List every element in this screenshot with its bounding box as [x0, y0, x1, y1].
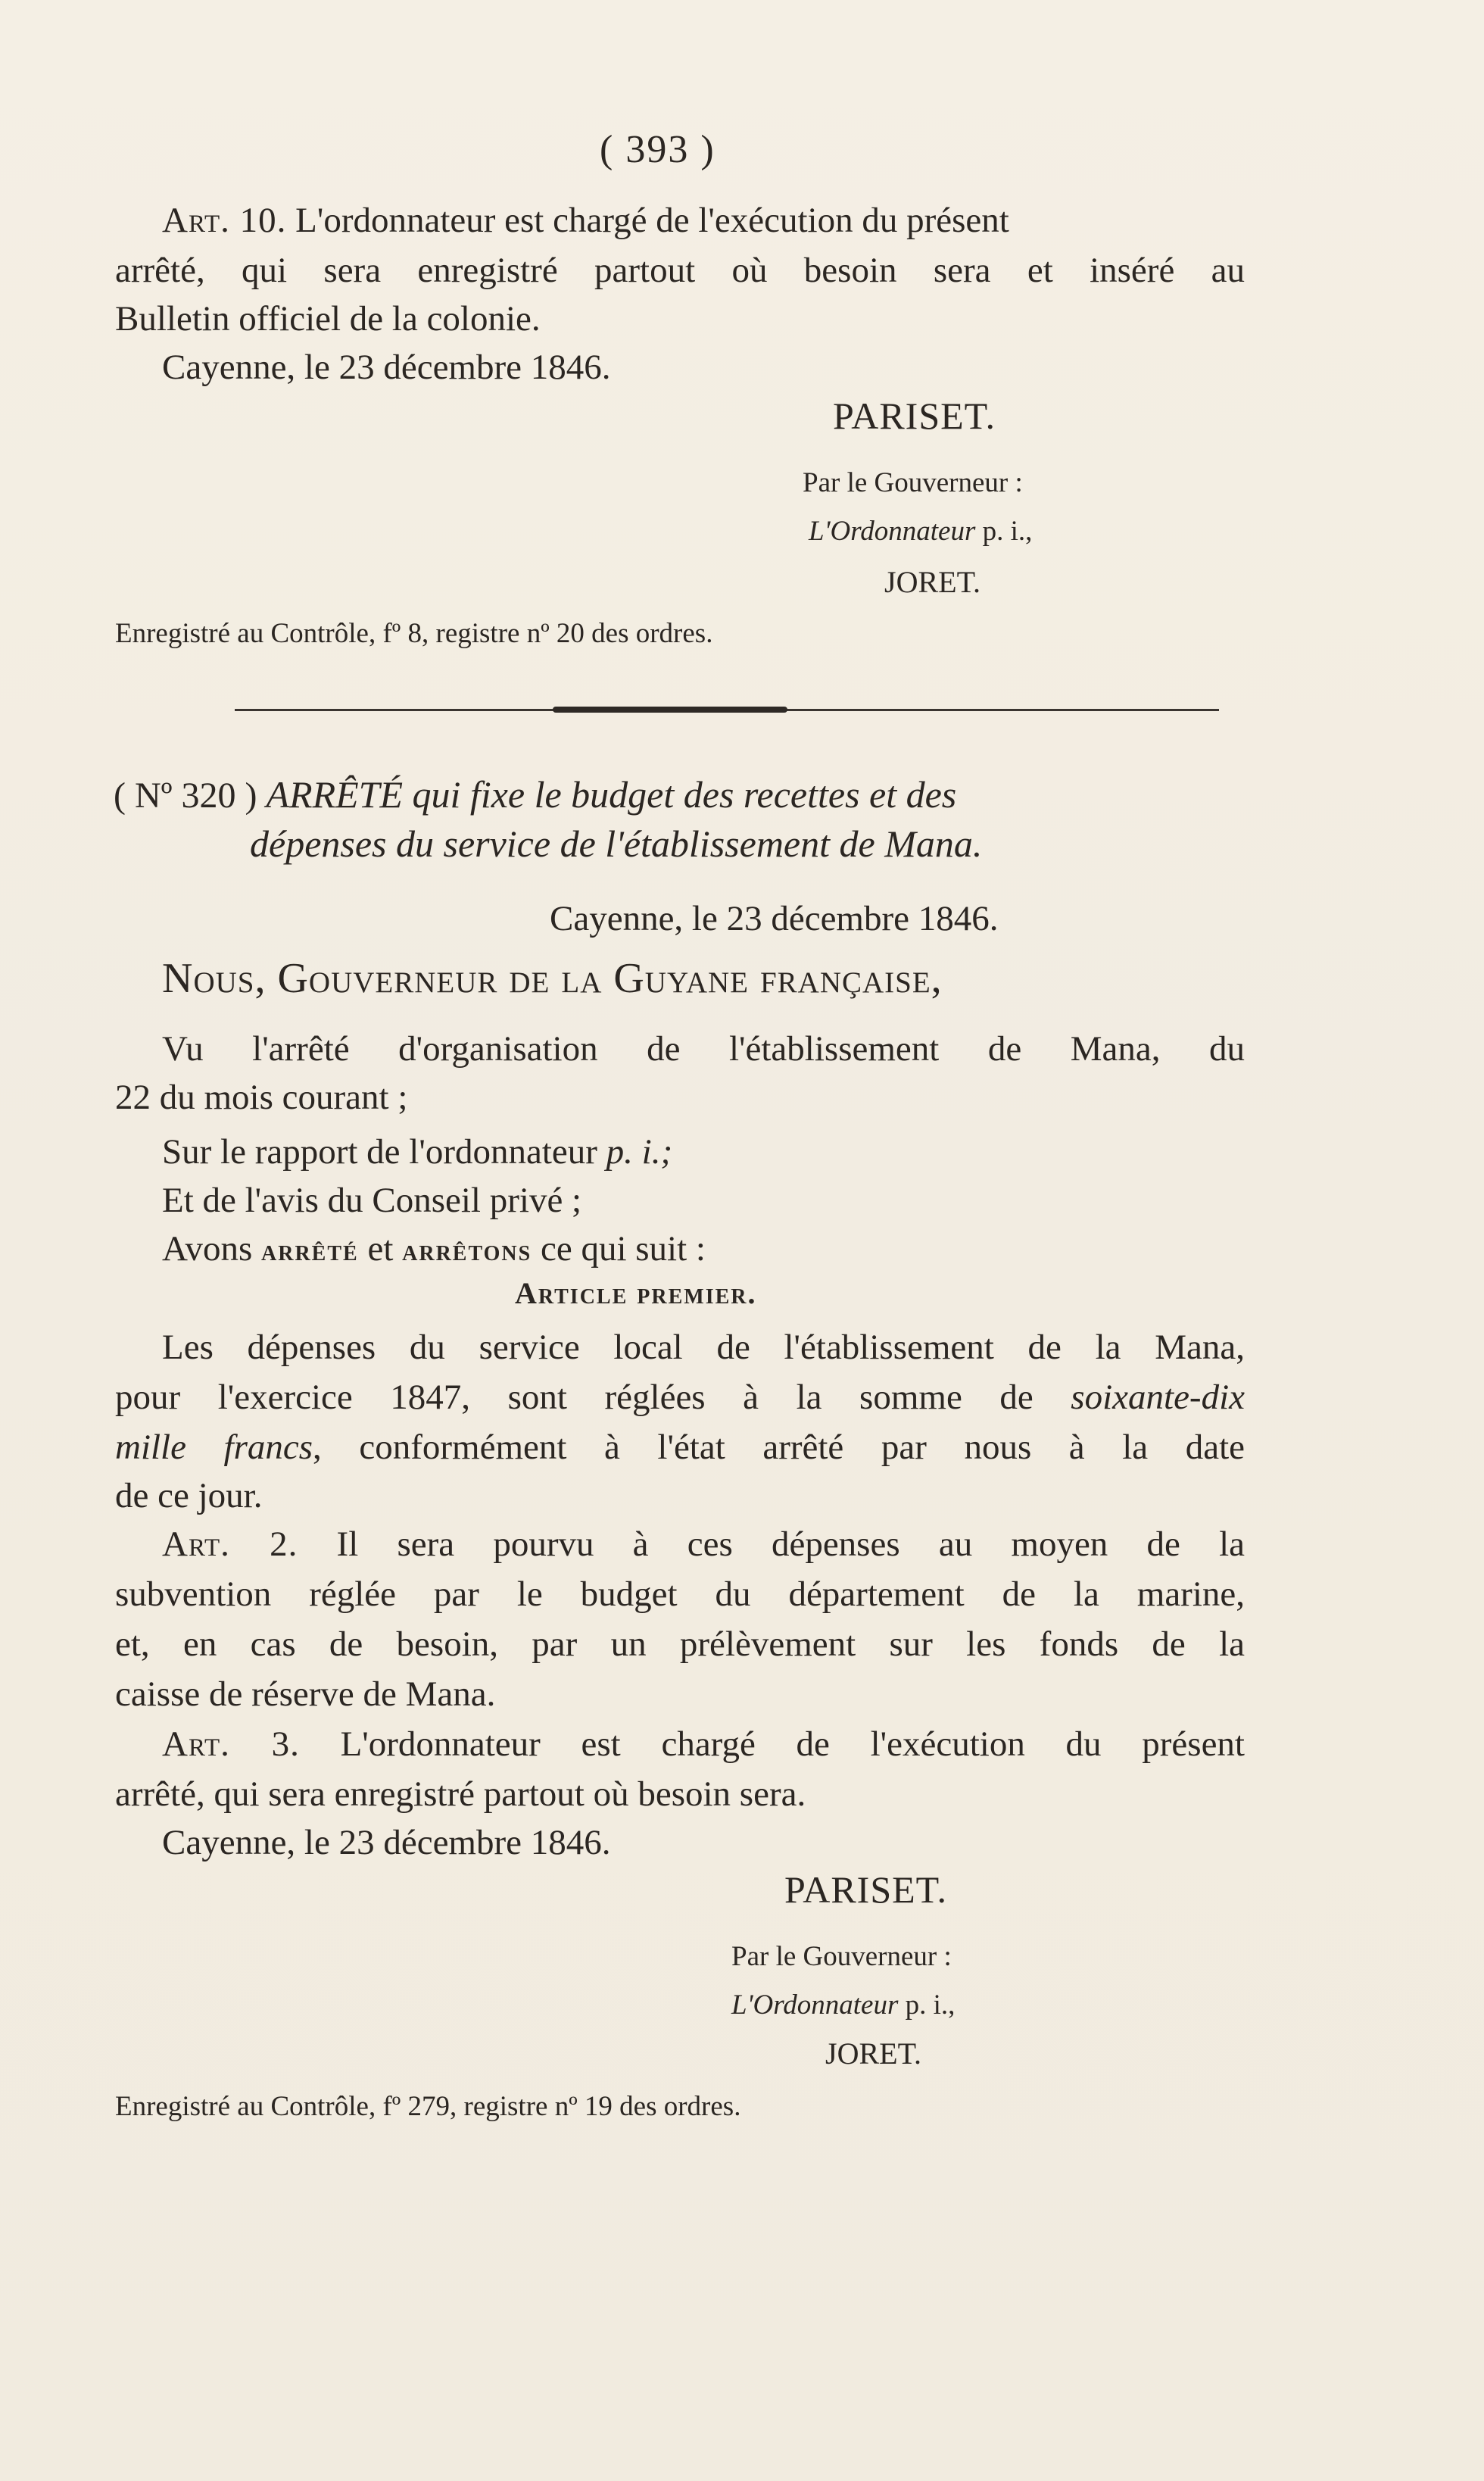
art1-line-1: Les dépenses du service local de l'établissement de la Mana,: [162, 1328, 1245, 1367]
art2-label: Art. 2.: [162, 1524, 298, 1564]
decree-avons-prefix: Avons: [162, 1229, 261, 1269]
decree-vu-line-1: Vu l'arrêté d'organisation de l'établissement de Mana, du: [162, 1029, 1245, 1069]
decree-number: ( Nº 320 ): [114, 776, 257, 816]
decree-et-line: Et de l'avis du Conseil privé ;: [162, 1181, 582, 1220]
top-registration: Enregistré au Contrôle, fº 8, registre nº 20 des ordres.: [115, 618, 713, 649]
top-article-line-1: [162, 195, 1245, 245]
decree-signature-by: Par le Gouverneur :: [731, 1941, 952, 1972]
decree-avons-arrete: arrêté: [261, 1233, 359, 1267]
top-article-line-3: Bulletin officiel de la colonie.: [115, 299, 541, 339]
decree-nous-text: Nous, Gouverneur de la Guyane française,: [162, 955, 943, 1002]
top-signature-name: PARISET.: [833, 395, 996, 437]
decree-sur-italic: p. i.;: [606, 1132, 673, 1172]
top-signature-role: [809, 515, 1032, 548]
decree-avons-et: et: [358, 1229, 403, 1269]
art3-line-2: arrêté, qui sera enregistré partout où besoin sera.: [115, 1774, 806, 1814]
top-article-line-1-text: L'ordonnateur est chargé de l'exécution du présent: [295, 201, 1009, 240]
top-signature-countersign: JORET.: [884, 565, 981, 599]
decree-title-line-1: [114, 772, 956, 816]
decree-registration: Enregistré au Contrôle, fº 279, registre nº 19 des ordres.: [115, 2091, 741, 2122]
decree-signature-countersign: JORET.: [825, 2036, 922, 2071]
decree-title-line-2: dépenses du service de l'établissement de Mana.: [250, 822, 983, 865]
decree-nous: [162, 954, 943, 1003]
decree-avons-arretons: arrêtons: [402, 1233, 532, 1267]
page-number: ( 393 ): [600, 128, 716, 171]
art2-line-3: et, en cas de besoin, par un prélèvement sur les fonds de la: [115, 1624, 1245, 1664]
art3-label: Art. 3.: [162, 1724, 300, 1764]
top-signature-role-italic: L'Ordonnateur: [809, 516, 976, 547]
decree-sur-line: [162, 1127, 672, 1177]
top-article-line-2: arrêté, qui sera enregistré partout où besoin sera et inséré au: [115, 251, 1245, 290]
decree-title-1: ARRÊTÉ qui fixe le budget des recettes et des: [266, 773, 957, 816]
decree-date-line: Cayenne, le 23 décembre 1846.: [550, 899, 999, 938]
art2-line-2: subvention réglée par le budget du département de la marine,: [115, 1574, 1245, 1614]
decree-sur-prefix: Sur le rapport de l'ordonnateur: [162, 1132, 606, 1172]
decree-vu-line-2: 22 du mois courant ;: [115, 1078, 408, 1117]
decree-signature-role: [731, 1989, 955, 2021]
art1-line-3-italic: mille francs: [115, 1428, 313, 1467]
art1-line-2-prefix: pour l'exercice 1847, sont réglées à la somme de: [115, 1378, 1071, 1417]
decree-signature-role-italic: L'Ordonnateur: [731, 1989, 899, 2021]
art1-line-2: [115, 1372, 1245, 1422]
decree-avons-line: [162, 1224, 706, 1275]
art3-date: Cayenne, le 23 décembre 1846.: [162, 1823, 611, 1862]
art2-line-4: caisse de réserve de Mana.: [115, 1674, 496, 1714]
art1-line-3: [115, 1422, 1245, 1472]
top-signature-by: Par le Gouverneur :: [803, 467, 1023, 498]
decree-signature-role-suffix: p. i.,: [898, 1989, 956, 2021]
decree-avons-suffix: ce qui suit :: [532, 1229, 706, 1269]
top-article-date: Cayenne, le 23 décembre 1846.: [162, 348, 611, 387]
section-divider-ornament: [553, 707, 787, 713]
top-signature-role-suffix: p. i.,: [975, 516, 1033, 547]
decree-signature-name: PARISET.: [784, 1868, 948, 1911]
art2-line-1-text: Il sera pourvu à ces dépenses au moyen de la: [336, 1524, 1245, 1564]
top-article-label: Art. 10.: [162, 201, 287, 240]
article-premier-heading: Article premier.: [515, 1276, 757, 1310]
art3-line-1-text: L'ordonnateur est chargé de l'exécution du présent: [340, 1724, 1245, 1764]
art3-line-1: [162, 1719, 1245, 1769]
art1-line-2-italic: soixante-dix: [1071, 1378, 1245, 1417]
art1-line-3-suffix: , conformément à l'état arrêté par nous à la date: [313, 1428, 1245, 1467]
art1-line-4: de ce jour.: [115, 1476, 263, 1515]
art2-line-1: [162, 1519, 1245, 1569]
